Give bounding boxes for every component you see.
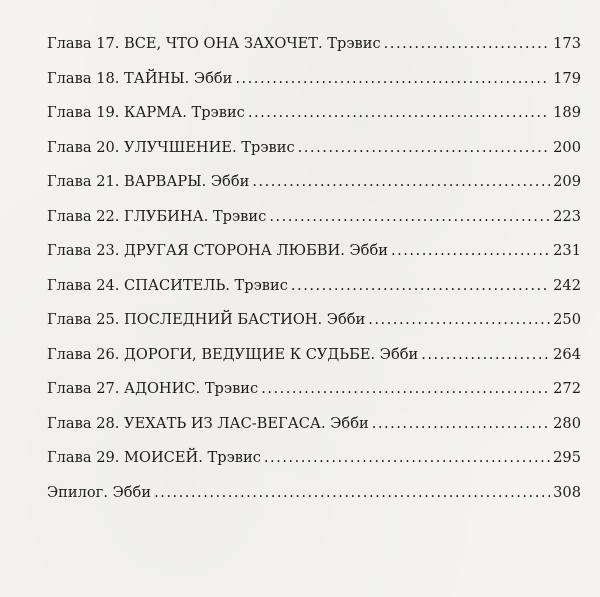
page-number: 308 xyxy=(553,483,581,501)
dot-leader xyxy=(391,241,550,261)
entry-title: Глава 22. ГЛУБИНА. Трэвис xyxy=(47,207,267,225)
toc-entry xyxy=(47,69,581,104)
table-of-contents xyxy=(47,34,581,517)
dot-leader xyxy=(298,138,550,158)
page-number: 295 xyxy=(553,449,581,466)
page-number: 280 xyxy=(553,414,581,432)
entry-title: Глава 17. ВСЕ, ЧТО ОНА ЗАХОЧЕТ. Трэвис xyxy=(47,35,381,52)
entry-title: Глава 26. ДОРОГИ, ВЕДУЩИЕ К СУДЬБЕ. Эбби xyxy=(47,345,419,363)
dot-leader xyxy=(368,310,550,330)
entry-title: Глава 25. ПОСЛЕДНИЙ БАСТИОН. Эбби xyxy=(47,311,366,328)
entry-title: Глава 29. МОИСЕЙ. Трэвис xyxy=(47,449,261,466)
page-number: 223 xyxy=(553,207,581,225)
dot-leader xyxy=(372,414,550,434)
page-number: 264 xyxy=(553,345,581,363)
dot-leader xyxy=(384,34,550,54)
toc-entry xyxy=(47,310,581,345)
page-number: 209 xyxy=(553,173,581,190)
dot-leader xyxy=(291,276,550,296)
dot-leader xyxy=(421,345,550,365)
toc-entry xyxy=(47,138,581,173)
toc-entry xyxy=(47,34,581,69)
entry-title: Эпилог. Эбби xyxy=(47,483,152,501)
entry-title: Глава 18. ТАЙНЫ. Эбби xyxy=(47,69,233,87)
toc-entry xyxy=(47,207,581,242)
page-number: 272 xyxy=(553,380,581,397)
dot-leader xyxy=(154,483,550,503)
page-number: 189 xyxy=(553,104,581,121)
toc-entry xyxy=(47,241,581,276)
entry-title: Глава 23. ДРУГАЯ СТОРОНА ЛЮБВИ. Эбби xyxy=(47,242,388,259)
dot-leader xyxy=(269,207,550,227)
page-number: 242 xyxy=(553,276,581,294)
dot-leader xyxy=(261,379,550,399)
entry-title: Глава 24. СПАСИТЕЛЬ. Трэвис xyxy=(47,276,288,294)
dot-leader xyxy=(248,103,550,123)
entry-title: Глава 27. АДОНИС. Трэвис xyxy=(47,380,259,397)
toc-entry xyxy=(47,345,581,380)
toc-entry xyxy=(47,448,581,483)
page-number: 200 xyxy=(553,138,581,156)
toc-entry xyxy=(47,276,581,311)
dot-leader xyxy=(235,69,550,89)
page-number: 231 xyxy=(553,242,581,259)
toc-entry xyxy=(47,103,581,138)
toc-entry xyxy=(47,483,581,518)
dot-leader xyxy=(252,172,550,192)
toc-entry xyxy=(47,379,581,414)
entry-title: Глава 19. КАРМА. Трэвис xyxy=(47,104,245,121)
page-number: 173 xyxy=(553,35,581,52)
entry-title: Глава 28. УЕХАТЬ ИЗ ЛАС-ВЕГАСА. Эбби xyxy=(47,414,369,432)
toc-entry xyxy=(47,414,581,449)
page-number: 179 xyxy=(553,69,581,87)
entry-title: Глава 20. УЛУЧШЕНИЕ. Трэвис xyxy=(47,138,295,156)
entry-title: Глава 21. ВАРВАРЫ. Эбби xyxy=(47,173,250,190)
dot-leader xyxy=(264,448,550,468)
page-number: 250 xyxy=(553,311,581,328)
toc-entry xyxy=(47,172,581,207)
